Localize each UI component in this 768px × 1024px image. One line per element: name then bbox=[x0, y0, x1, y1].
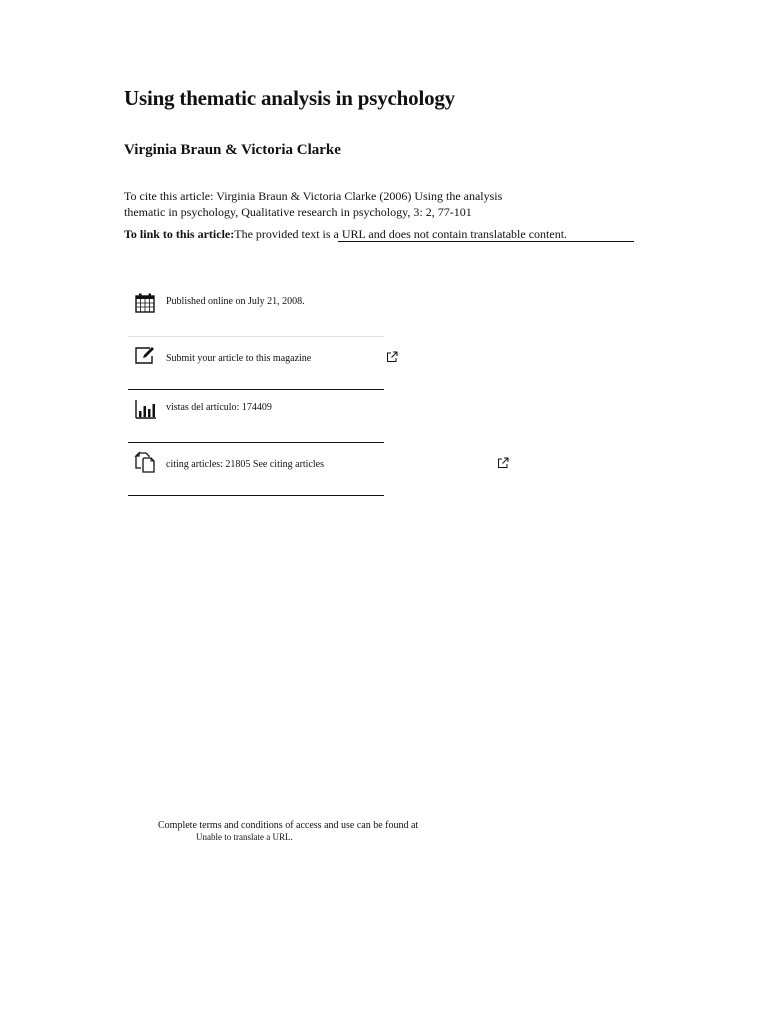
citation-block bbox=[124, 188, 544, 220]
external-link-icon[interactable] bbox=[497, 457, 509, 469]
terms-url-note[interactable]: Unable to translate a URL. bbox=[196, 832, 293, 842]
article-title: Using thematic analysis in psychology bbox=[124, 86, 455, 110]
submit-article-item[interactable] bbox=[128, 337, 384, 390]
citing-articles-text[interactable]: citing articles: 21805 See citing articles bbox=[166, 459, 325, 470]
terms-text: Complete terms and conditions of access and use can be found at bbox=[158, 820, 419, 831]
article-authors: Virginia Braun & Victoria Clarke bbox=[124, 142, 341, 158]
article-link-underline bbox=[338, 241, 634, 242]
article-link[interactable] bbox=[124, 227, 567, 242]
article-views-item bbox=[128, 390, 384, 443]
citation-line-1: To cite this article: Virginia Braun & Victoria Clarke (2006) Using the analysis bbox=[124, 189, 503, 203]
article-link-text[interactable]: The provided text is a URL and does not contain translatable content. bbox=[234, 227, 568, 241]
article-views-text: vistas del artículo: 174409 bbox=[166, 402, 272, 413]
bar-chart-icon bbox=[134, 398, 156, 420]
published-online-text: Published online on July 21, 2008. bbox=[166, 296, 305, 307]
documents-icon bbox=[134, 451, 156, 473]
edit-icon bbox=[134, 345, 156, 367]
citing-articles-item[interactable] bbox=[128, 443, 384, 496]
external-link-icon[interactable] bbox=[386, 351, 398, 363]
submit-article-text[interactable]: Submit your article to this magazine bbox=[166, 353, 312, 364]
calendar-icon bbox=[134, 292, 156, 314]
article-link-label: To link to this article: bbox=[124, 227, 235, 241]
citation-line-2: thematic in psychology, Qualitative research in psychology, 3: 2, 77-101 bbox=[124, 205, 472, 219]
article-info-list bbox=[128, 284, 384, 496]
published-online-item bbox=[128, 284, 384, 337]
